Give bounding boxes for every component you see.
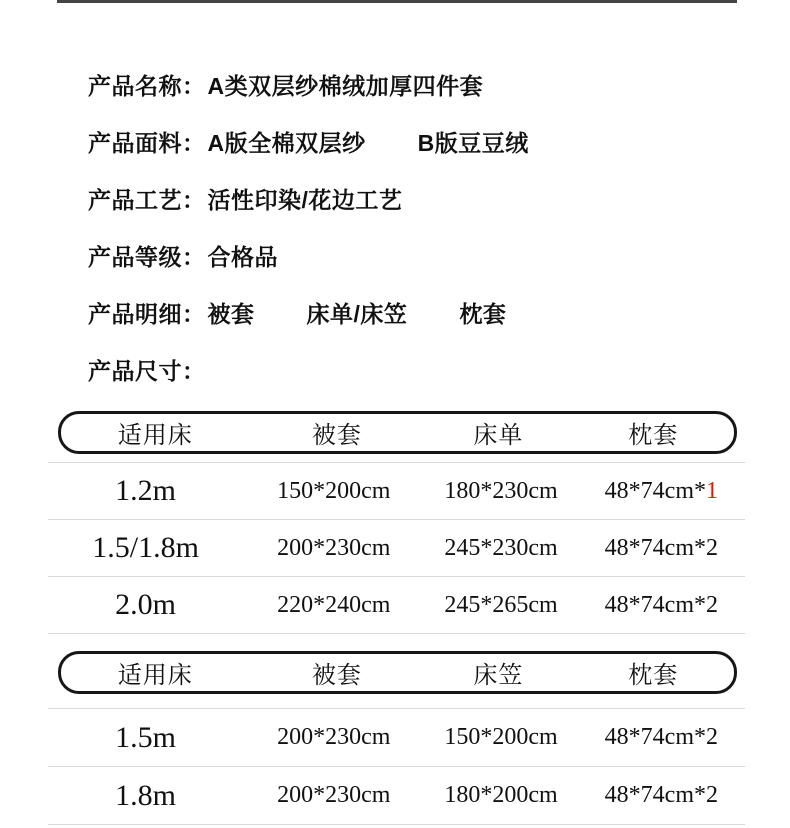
pillowcase-cell [578, 782, 745, 809]
pillow-qty: 2 [706, 782, 718, 808]
product-size-row [88, 341, 774, 398]
pillowcase-cell [578, 724, 745, 751]
pillowcase-cell [578, 478, 745, 505]
product-grade-row [88, 227, 774, 284]
product-info-value: 床单/床笠 [306, 301, 408, 327]
product-info-section [88, 56, 774, 398]
product-info-value: B版豆豆绒 [417, 130, 529, 156]
header-cell-sheet: 床单 [473, 423, 524, 449]
size-table-sheet [0, 411, 790, 634]
size-table-header [58, 651, 737, 694]
product-info-value: 活性印染/花边工艺 [207, 187, 403, 213]
product-fabric-row [88, 113, 774, 170]
size-table-header [58, 411, 737, 454]
pillow-qty: 1 [706, 477, 718, 504]
header-cell-bed: 适用床 [117, 423, 193, 449]
sheet-cell: 245*230cm [444, 534, 558, 561]
size-table-rows [48, 708, 745, 825]
sheet-cell: 180*230cm [444, 477, 558, 504]
page-top-divider [57, 0, 737, 3]
size-cell: 1.8m [115, 778, 176, 812]
fitted-sheet-cell: 150*200cm [444, 724, 558, 750]
product-info-value: A版全棉双层纱 [207, 130, 366, 156]
product-info-value: 枕套 [459, 301, 507, 327]
size-cell: 1.2m [115, 474, 176, 507]
pillow-qty: 2 [706, 724, 718, 750]
product-craft-row [88, 170, 774, 227]
duvet-cover-cell: 220*240cm [277, 591, 391, 618]
duvet-cover-cell: 200*230cm [277, 534, 391, 561]
pillow-size: 48*74cm* [604, 534, 706, 561]
pillow-size: 48*74cm* [604, 477, 706, 504]
size-table-fitted-sheet [0, 651, 790, 825]
pillow-size: 48*74cm* [604, 782, 706, 808]
product-info-label: 产品面料： [88, 130, 206, 156]
size-cell: 1.5/1.8m [92, 531, 199, 564]
table-row [48, 577, 745, 634]
header-cell-pillow: 枕套 [628, 423, 679, 449]
pillow-qty: 2 [706, 534, 718, 561]
product-info-label: 产品等级： [88, 244, 206, 270]
table-row [48, 767, 745, 825]
duvet-cover-cell: 150*200cm [277, 477, 391, 504]
product-info-label: 产品工艺： [88, 187, 206, 213]
header-cell-pillow: 枕套 [628, 663, 679, 689]
duvet-cover-cell: 200*230cm [277, 724, 391, 750]
size-cell: 2.0m [115, 588, 176, 621]
product-info-label: 产品尺寸： [88, 358, 206, 384]
header-cell-fitted-sheet: 床笠 [473, 663, 524, 689]
size-cell: 1.5m [115, 720, 176, 754]
header-cell-duvet: 被套 [311, 423, 362, 449]
pillow-size: 48*74cm* [604, 724, 706, 750]
table-row [48, 463, 745, 520]
table-row [48, 709, 745, 767]
pillowcase-cell [578, 535, 745, 562]
product-name-row [88, 56, 774, 113]
product-info-value: 合格品 [207, 244, 278, 270]
size-table-rows [48, 462, 745, 634]
sheet-cell: 245*265cm [444, 591, 558, 618]
pillow-qty: 2 [706, 591, 718, 618]
header-cell-bed: 适用床 [117, 663, 193, 689]
pillowcase-cell [578, 592, 745, 619]
table-row [48, 520, 745, 577]
product-detail-row [88, 284, 774, 341]
product-info-label: 产品名称： [88, 73, 206, 99]
product-info-value: A类双层纱棉绒加厚四件套 [207, 73, 484, 99]
fitted-sheet-cell: 180*200cm [444, 782, 558, 808]
duvet-cover-cell: 200*230cm [277, 782, 391, 808]
product-info-value: 被套 [207, 301, 255, 327]
pillow-size: 48*74cm* [604, 591, 706, 618]
product-info-label: 产品明细： [88, 301, 206, 327]
header-cell-duvet: 被套 [311, 663, 362, 689]
